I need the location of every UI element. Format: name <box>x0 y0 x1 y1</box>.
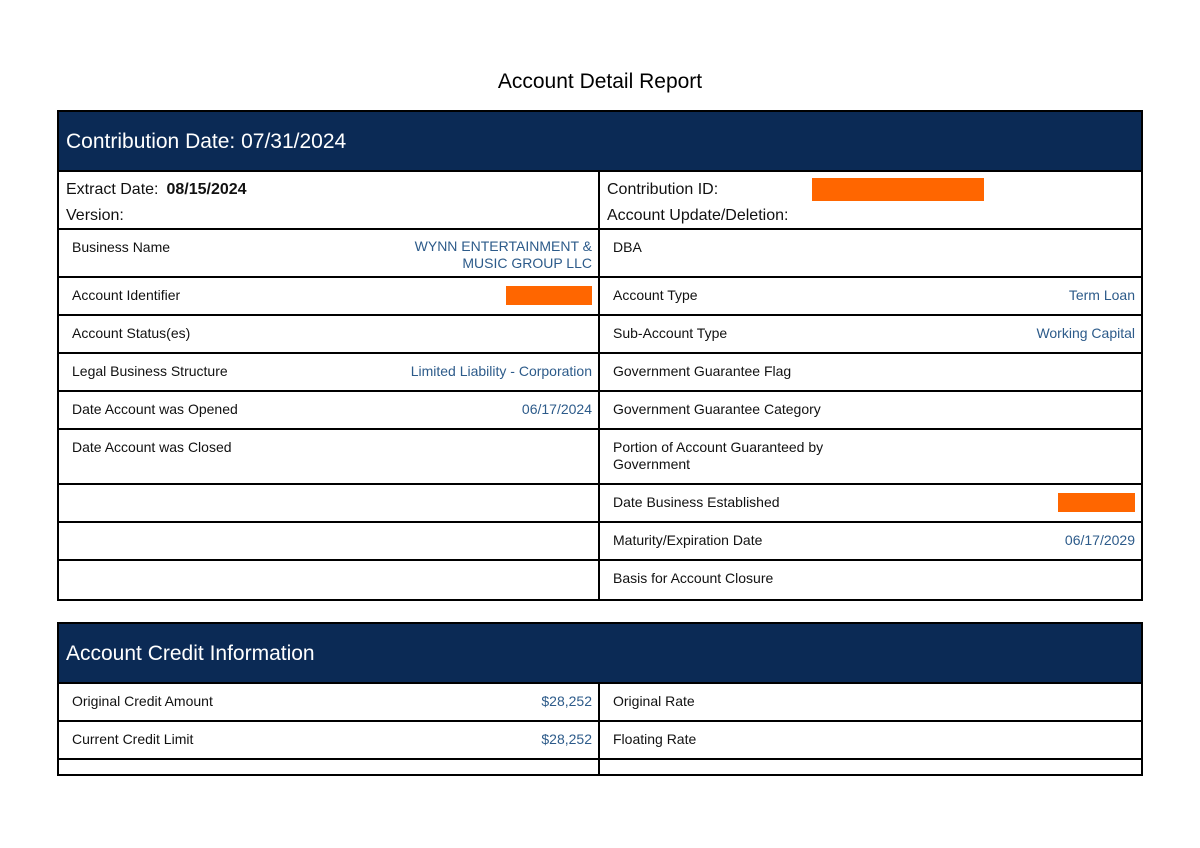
row-date-closed <box>59 430 598 485</box>
row-account-type <box>600 278 1141 316</box>
account-status-label: Account Status(es) <box>72 325 191 341</box>
dba-label: DBA <box>613 239 642 255</box>
account-identifier-redaction <box>506 286 592 305</box>
date-opened-value: 06/17/2024 <box>521 401 592 417</box>
date-established-label: Date Business Established <box>613 494 780 510</box>
gov-guarantee-flag-label: Government Guarantee Flag <box>613 363 792 379</box>
sub-account-type-label: Sub-Account Type <box>613 325 728 341</box>
partial-row <box>59 760 598 774</box>
row-account-status <box>59 316 598 354</box>
date-opened-label: Date Account was Opened <box>72 401 238 417</box>
empty-row <box>59 523 598 561</box>
left-column <box>59 230 600 599</box>
row-original-credit <box>59 684 598 722</box>
credit-right-column <box>600 684 1141 774</box>
date-established-redaction <box>1058 493 1135 512</box>
account-type-label: Account Type <box>613 287 698 303</box>
row-portion-guaranteed <box>600 430 1141 485</box>
account-identifier-label: Account Identifier <box>72 287 181 303</box>
contribution-id-label: Contribution ID: <box>607 181 719 198</box>
section-header-credit-info: Account Credit Information <box>59 624 1141 684</box>
extract-date-label: Extract Date: <box>66 181 159 198</box>
partial-row <box>600 760 1141 774</box>
original-rate-label: Original Rate <box>613 693 695 709</box>
version-label: Version: <box>66 207 124 224</box>
account-detail-section <box>57 110 1143 601</box>
meta-row <box>59 172 1141 230</box>
right-column <box>600 230 1141 599</box>
contribution-id-redaction <box>812 178 984 201</box>
maturity-date-label: Maturity/Expiration Date <box>613 532 763 548</box>
original-credit-value: $28,252 <box>541 693 592 709</box>
closure-basis-label: Basis for Account Closure <box>613 570 774 586</box>
row-maturity-date <box>600 523 1141 561</box>
row-current-credit-limit <box>59 722 598 760</box>
detail-grid <box>59 230 1141 599</box>
credit-grid <box>59 684 1141 774</box>
account-credit-section <box>57 622 1143 776</box>
empty-row <box>59 485 598 523</box>
row-gov-guarantee-category <box>600 392 1141 430</box>
account-type-value: Term Loan <box>1068 287 1135 303</box>
portion-guaranteed-label: Portion of Account Guaranteed by Government <box>613 439 824 472</box>
current-credit-limit-label: Current Credit Limit <box>72 731 194 747</box>
row-account-identifier <box>59 278 598 316</box>
row-legal-structure <box>59 354 598 392</box>
gov-guarantee-category-label: Government Guarantee Category <box>613 401 821 417</box>
original-credit-label: Original Credit Amount <box>72 693 213 709</box>
row-floating-rate <box>600 722 1141 760</box>
row-business-name <box>59 230 598 278</box>
account-update-label: Account Update/Deletion: <box>607 207 789 224</box>
business-name-value: WYNN ENTERTAINMENT & MUSIC GROUP LLC <box>414 238 592 271</box>
extract-date-value: 08/15/2024 <box>166 181 247 198</box>
sub-account-type-value: Working Capital <box>1036 325 1135 341</box>
floating-rate-label: Floating Rate <box>613 731 697 747</box>
row-gov-guarantee-flag <box>600 354 1141 392</box>
row-sub-account-type <box>600 316 1141 354</box>
report-title: Account Detail Report <box>497 70 703 93</box>
legal-structure-value: Limited Liability - Corporation <box>410 363 592 379</box>
current-credit-limit-value: $28,252 <box>541 731 592 747</box>
row-date-opened <box>59 392 598 430</box>
row-closure-basis <box>600 561 1141 599</box>
legal-structure-label: Legal Business Structure <box>72 363 228 379</box>
row-date-established <box>600 485 1141 523</box>
row-original-rate <box>600 684 1141 722</box>
section-header-contribution-date: Contribution Date: 07/31/2024 <box>59 112 1141 172</box>
empty-row <box>59 561 598 599</box>
business-name-label: Business Name <box>72 239 171 255</box>
row-dba <box>600 230 1141 278</box>
maturity-date-value: 06/17/2029 <box>1064 532 1135 548</box>
date-closed-label: Date Account was Closed <box>72 439 232 455</box>
credit-left-column <box>59 684 600 774</box>
